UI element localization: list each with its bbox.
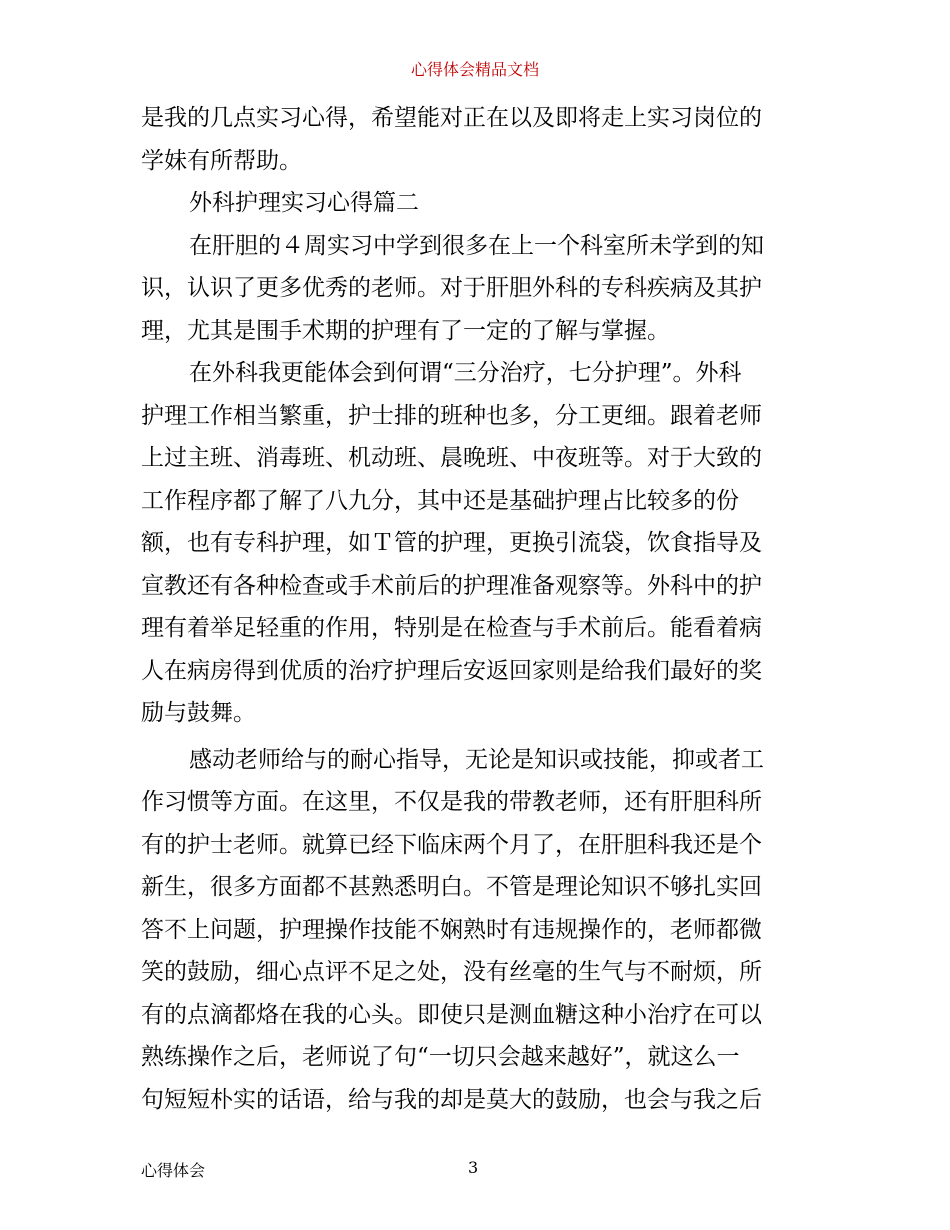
- text-line: 答不上问题，护理操作技能不娴熟时有违规操作的，老师都微: [141, 916, 762, 943]
- text-line: 识，认识了更多优秀的老师。对于肝胆外科的专科疾病及其护: [141, 275, 762, 301]
- text-line: 新生，很多方面都不甚熟悉明白。不管是理论知识不够扎实回: [141, 874, 762, 900]
- page-header-title: 心得体会精品文档: [410, 60, 539, 79]
- text-line: 在肝胆的４周实习中学到很多在上一个科室所未学到的知: [189, 232, 764, 259]
- text-line: 理，尤其是围手术期的护理有了一定的了解与掌握。: [141, 317, 670, 344]
- text-line: 励与鼓舞。: [141, 700, 256, 726]
- text-line: 有的点滴都烙在我的心头。即使只是测血糖这种小治疗在可以: [141, 1001, 762, 1028]
- text-line: 理有着举足轻重的作用，特别是在检查与手术前后。能看着病: [141, 615, 762, 641]
- text-line: 护理工作相当繁重，护士排的班种也多，分工更细。跟着老师: [141, 402, 762, 429]
- text-line: 宣教还有各种检查或手术前后的护理准备观察等。外科中的护: [141, 572, 762, 599]
- text-line: 熟练操作之后，老师说了句“一切只会越来越好”，就这么一: [141, 1044, 740, 1070]
- text-line: 学妹有所帮助。: [141, 147, 302, 174]
- text-line: 工作程序都了解了八九分，其中还是基础护理占比较多的份: [141, 487, 739, 514]
- document-body: [141, 97, 815, 1121]
- text-line: 在外科我更能体会到何谓“三分治疗，七分护理”。外科: [189, 360, 742, 386]
- text-line: 额，也有专科护理，如Ｔ管的护理，更换引流袋，饮食指导及: [141, 530, 762, 556]
- text-line: 感动老师给与的耐心指导，无论是知识或技能，抑或者工: [189, 746, 764, 773]
- text-line: 句短短朴实的话语，给与我的却是莫大的鼓励，也会与我之后: [141, 1086, 762, 1113]
- text-line: 有的护士老师。就算已经下临床两个月了，在肝胆科我还是个: [141, 831, 762, 858]
- text-line: 上过主班、消毒班、机动班、晨晚班、中夜班等。对于大致的: [141, 445, 762, 471]
- text-line: 作习惯等方面。在这里，不仅是我的带教老师，还有肝胆科所: [141, 789, 762, 815]
- text-line: 是我的几点实习心得，希望能对正在以及即将走上实习岗位的: [141, 105, 762, 131]
- footer-label: 心得体会: [141, 1161, 206, 1180]
- page-number: 3: [468, 1158, 479, 1177]
- text-line: 笑的鼓励，细心点评不足之处，没有丝毫的生气与不耐烦，所: [141, 959, 762, 985]
- section-heading: 外科护理实习心得篇二: [189, 190, 419, 216]
- text-line: 人在病房得到优质的治疗护理后安返回家则是给我们最好的奖: [141, 657, 762, 684]
